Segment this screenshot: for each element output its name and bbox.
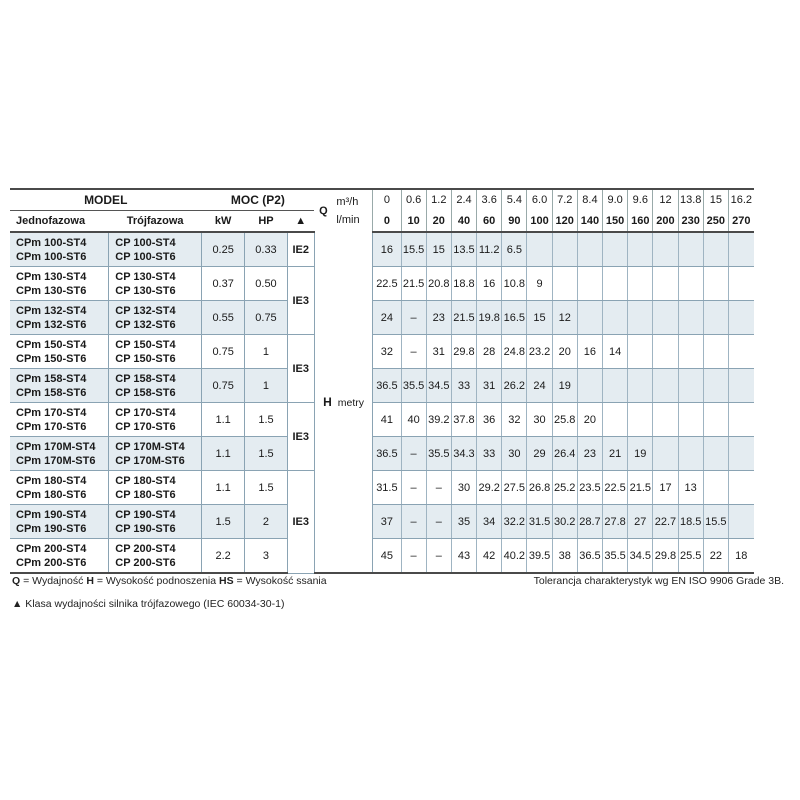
head-value: 18 [728,539,753,574]
head-value [728,471,753,505]
header-m3h-value: 6.0 [527,189,552,211]
head-value: 32 [502,403,527,437]
head-value: 31 [477,369,502,403]
model-single-phase [10,437,109,471]
power-hp: 1 [245,335,287,369]
model-single-phase [10,335,109,369]
head-value [703,369,728,403]
header-lmin-value: 10 [401,211,426,233]
model-name: CP 130-ST6 [115,284,176,297]
head-value [628,301,653,335]
tolerance-note: Tolerancja charakterystyk wg EN ISO 9906 Grade 3B. [533,575,784,587]
head-value: 28.7 [577,505,602,539]
model-name: CP 158-ST4 [115,372,176,385]
head-value: 15.5 [703,505,728,539]
header-m3h-value: 3.6 [477,189,502,211]
head-value: 21 [603,437,628,471]
head-value: 31 [426,335,451,369]
head-value [552,232,577,267]
header-m3h-value: 16.2 [728,189,753,211]
head-value: 9 [527,267,552,301]
model-name: CP 100-ST6 [115,250,176,263]
model-three-phase [109,335,202,369]
model-name: CPm 200-ST4 [16,542,87,555]
head-value: 13 [678,471,703,505]
head-value [653,267,678,301]
head-value: 29.2 [477,471,502,505]
head-value: – [401,539,426,574]
model-name: CPm 170-ST4 [16,406,87,419]
model-name: CPm 158-ST4 [16,372,87,385]
head-value [628,403,653,437]
model-name: CPm 170M-ST6 [16,454,96,467]
model-name: CP 150-ST6 [115,352,176,365]
model-three-phase [109,505,202,539]
head-value: 16 [373,232,401,267]
header-m3h-value: 0 [373,189,401,211]
model-name: CPm 190-ST6 [16,522,87,535]
header-lmin-value: 40 [451,211,476,233]
head-value [728,301,753,335]
model-name: CP 150-ST4 [115,338,176,351]
head-value: 25.5 [678,539,703,574]
head-value: 29.8 [653,539,678,574]
header-lmin-value: 60 [477,211,502,233]
model-name: CP 132-ST4 [115,304,176,317]
unit-m3h: m³/h [336,196,359,208]
head-value: 33 [477,437,502,471]
model-name: CPm 150-ST6 [16,352,87,365]
head-value: 26.8 [527,471,552,505]
power-kw: 1.1 [201,437,244,471]
header-model: MODEL [10,189,201,211]
header-moc: MOC (P2) [201,189,314,211]
head-value: 6.5 [502,232,527,267]
head-value: 36.5 [373,437,401,471]
model-name: CP 180-ST4 [115,474,176,487]
model-three-phase [109,267,202,301]
model-three-phase [109,403,202,437]
header-lmin-value: 150 [603,211,628,233]
head-value [628,232,653,267]
model-name: CPm 190-ST4 [16,508,87,521]
head-value: – [426,471,451,505]
head-value: 31.5 [527,505,552,539]
head-value: 38 [552,539,577,574]
head-value: 30 [451,471,476,505]
table-row [10,471,779,505]
table-row [10,539,779,574]
head-value [728,267,753,301]
head-value: 16 [477,267,502,301]
model-name: CP 190-ST6 [115,522,176,535]
power-hp: 1.5 [245,437,287,471]
head-value [703,403,728,437]
header-lmin-value: 90 [502,211,527,233]
head-value [653,403,678,437]
head-value [678,369,703,403]
header-hp: HP [245,211,287,233]
head-value: 24 [527,369,552,403]
head-value: 30 [527,403,552,437]
head-value: – [401,301,426,335]
head-value [603,369,628,403]
unit-lmin: l/min [336,214,360,226]
head-value: 34 [477,505,502,539]
q-symbol: Q [319,205,328,217]
header-lmin-value: 100 [527,211,552,233]
header-m3h-value: 9.0 [603,189,628,211]
head-value [678,267,703,301]
head-value: 30.2 [552,505,577,539]
model-three-phase [109,437,202,471]
table-row [10,505,779,539]
power-hp: 1.5 [245,403,287,437]
model-name: CPm 130-ST4 [16,270,87,283]
head-value [728,335,753,369]
head-value: 15.5 [401,232,426,267]
model-name: CPm 180-ST6 [16,488,87,501]
head-value: – [401,335,426,369]
model-single-phase [10,505,109,539]
head-value: 19 [628,437,653,471]
head-value: 20 [552,335,577,369]
model-name: CPm 132-ST6 [16,318,87,331]
model-name: CP 170M-ST4 [115,440,185,453]
head-value: 39.5 [527,539,552,574]
head-value: 35.5 [401,369,426,403]
model-single-phase [10,267,109,301]
header-m3h-value: 7.2 [552,189,577,211]
table-row [10,267,779,301]
model-name: CP 132-ST6 [115,318,176,331]
head-value: 31.5 [373,471,401,505]
head-value: 37.8 [451,403,476,437]
header-lmin-value: 230 [678,211,703,233]
table-row [10,335,779,369]
head-value: 10.8 [502,267,527,301]
header-m3h-value: 2.4 [451,189,476,211]
model-single-phase [10,369,109,403]
head-value: 21.5 [628,471,653,505]
head-value: – [401,437,426,471]
head-value [653,369,678,403]
head-value: – [401,471,426,505]
head-value: 18.5 [678,505,703,539]
model-name: CPm 180-ST4 [16,474,87,487]
head-value: 40 [401,403,426,437]
head-value: 34.5 [426,369,451,403]
header-m3h-value: 13.8 [678,189,703,211]
power-hp: 0.50 [245,267,287,301]
head-value [703,301,728,335]
head-value [728,232,753,267]
head-value [603,232,628,267]
head-value [552,267,577,301]
ie-class: IE3 [287,471,314,574]
header-lmin-value: 160 [628,211,653,233]
head-value [703,471,728,505]
header-lmin-value: 140 [577,211,602,233]
head-value: 23 [577,437,602,471]
model-three-phase [109,369,202,403]
header-lmin-value: 0 [373,211,401,233]
head-value: 21.5 [401,267,426,301]
head-value [628,335,653,369]
head-value [653,437,678,471]
head-value: 39.2 [426,403,451,437]
ie-class: IE2 [287,232,314,267]
head-value: 17 [653,471,678,505]
head-value: 15 [527,301,552,335]
header-m3h-value: 9.6 [628,189,653,211]
head-value: 26.2 [502,369,527,403]
header-lmin-value: 20 [426,211,451,233]
head-value [678,301,703,335]
head-value [603,301,628,335]
head-value: 25.2 [552,471,577,505]
power-hp: 2 [245,505,287,539]
power-kw: 0.55 [201,301,244,335]
header-m3h-value: 8.4 [577,189,602,211]
head-value: 22.7 [653,505,678,539]
head-value: 20.8 [426,267,451,301]
header-m3h-value: 1.2 [426,189,451,211]
power-hp: 1.5 [245,471,287,505]
power-kw: 0.37 [201,267,244,301]
ie-class-note: ▲ Klasa wydajności silnika trójfazowego (IEC 60034-30-1) [12,598,285,610]
ie-class: IE3 [287,267,314,335]
head-value [728,437,753,471]
header-m3h-value: 15 [703,189,728,211]
head-value: 15 [426,232,451,267]
head-value: 30 [502,437,527,471]
power-kw: 1.1 [201,471,244,505]
power-kw: 0.25 [201,232,244,267]
power-hp: 0.33 [245,232,287,267]
header-q-units [314,189,372,232]
header-lmin-value: 200 [653,211,678,233]
head-value: 27 [628,505,653,539]
head-value: – [426,505,451,539]
table-row [10,437,779,471]
model-name: CP 170-ST4 [115,406,176,419]
head-value: 24 [373,301,401,335]
head-value [678,403,703,437]
head-value [577,301,602,335]
power-kw: 0.75 [201,335,244,369]
power-kw: 0.75 [201,369,244,403]
model-name: CPm 158-ST6 [16,386,87,399]
head-value [703,437,728,471]
head-value [653,301,678,335]
h-unit: metry [337,396,365,409]
model-single-phase [10,471,109,505]
head-value: 36.5 [373,369,401,403]
head-value: 43 [451,539,476,574]
model-name: CP 130-ST4 [115,270,176,283]
power-kw: 1.1 [201,403,244,437]
head-value [678,335,703,369]
power-hp: 3 [245,539,287,574]
head-value [653,232,678,267]
head-value: 45 [373,539,401,574]
head-value [728,369,753,403]
model-single-phase [10,301,109,335]
head-value: 23 [426,301,451,335]
head-value [678,437,703,471]
head-value: 29 [527,437,552,471]
head-value: 36 [477,403,502,437]
model-name: CPm 130-ST6 [16,284,87,297]
power-kw: 2.2 [201,539,244,574]
head-value [603,267,628,301]
head-value: 23.2 [527,335,552,369]
head-value [703,335,728,369]
table-row [10,369,779,403]
head-value [603,403,628,437]
model-name: CP 170M-ST6 [115,454,185,467]
head-value: 36.5 [577,539,602,574]
head-value [703,232,728,267]
head-value: 20 [577,403,602,437]
head-value: – [426,539,451,574]
power-kw: 1.5 [201,505,244,539]
power-hp: 1 [245,369,287,403]
table-row [10,232,779,267]
head-value: 32.2 [502,505,527,539]
head-value: – [401,505,426,539]
head-label [314,232,372,573]
header-jednofazowa: Jednofazowa [10,211,109,233]
head-value [628,369,653,403]
header-lmin-value: 270 [728,211,753,233]
head-value [577,369,602,403]
head-value: 35 [451,505,476,539]
head-value [728,505,753,539]
head-value [628,267,653,301]
head-value: 18.8 [451,267,476,301]
head-value [527,232,552,267]
model-name: CPm 170M-ST4 [16,440,96,453]
head-value: 22.5 [373,267,401,301]
model-name: CPm 100-ST6 [16,250,87,263]
head-value: 32 [373,335,401,369]
model-three-phase [109,232,202,267]
head-value: 28 [477,335,502,369]
head-value: 22.5 [603,471,628,505]
head-value: 29.8 [451,335,476,369]
head-value: 16.5 [502,301,527,335]
header-lmin-value: 120 [552,211,577,233]
head-value: 23.5 [577,471,602,505]
header-kw: kW [201,211,244,233]
h-symbol: H [323,394,332,409]
head-value: 34.3 [451,437,476,471]
model-name: CP 200-ST4 [115,542,176,555]
model-three-phase [109,301,202,335]
head-value: 37 [373,505,401,539]
model-name: CP 170-ST6 [115,420,176,433]
head-value: 40.2 [502,539,527,574]
header-lmin-value: 250 [703,211,728,233]
head-value: 14 [603,335,628,369]
head-value [653,335,678,369]
header-m3h-value: 0.6 [401,189,426,211]
head-value: 27.8 [603,505,628,539]
model-three-phase [109,539,202,574]
head-value: 41 [373,403,401,437]
head-value: 21.5 [451,301,476,335]
head-value [577,232,602,267]
ie-class: IE3 [287,403,314,471]
model-three-phase [109,471,202,505]
header-m3h-value: 5.4 [502,189,527,211]
head-value: 19.8 [477,301,502,335]
head-value: 13.5 [451,232,476,267]
model-name: CP 158-ST6 [115,386,176,399]
head-value: 12 [552,301,577,335]
performance-sheet [10,188,779,574]
head-value: 25.8 [552,403,577,437]
head-value: 19 [552,369,577,403]
header-m3h-value: 12 [653,189,678,211]
model-name: CPm 200-ST6 [16,556,87,569]
model-name: CPm 150-ST4 [16,338,87,351]
head-value: 35.5 [603,539,628,574]
legend-symbols: Q = Wydajność H = Wysokość podnoszenia HS = Wysokość ssania [12,575,327,587]
head-value: 11.2 [477,232,502,267]
head-value: 27.5 [502,471,527,505]
ie-class: IE3 [287,335,314,403]
head-value: 33 [451,369,476,403]
header-ie-triangle: ▲ [287,211,314,233]
head-value [678,232,703,267]
model-name: CPm 100-ST4 [16,236,87,249]
head-value: 24.8 [502,335,527,369]
power-hp: 0.75 [245,301,287,335]
head-value [577,267,602,301]
head-value: 26.4 [552,437,577,471]
performance-table [10,188,779,574]
head-value [728,403,753,437]
header-trojfazowa: Trójfazowa [109,211,202,233]
model-name: CP 180-ST6 [115,488,176,501]
model-name: CPm 132-ST4 [16,304,87,317]
head-value: 35.5 [426,437,451,471]
model-name: CP 200-ST6 [115,556,176,569]
model-single-phase [10,232,109,267]
table-row [10,403,779,437]
head-value: 16 [577,335,602,369]
model-single-phase [10,539,109,574]
head-value [703,267,728,301]
head-value: 22 [703,539,728,574]
head-value: 34.5 [628,539,653,574]
model-name: CPm 170-ST6 [16,420,87,433]
model-single-phase [10,403,109,437]
model-name: CP 190-ST4 [115,508,176,521]
model-name: CP 100-ST4 [115,236,176,249]
table-row [10,301,779,335]
head-value: 42 [477,539,502,574]
